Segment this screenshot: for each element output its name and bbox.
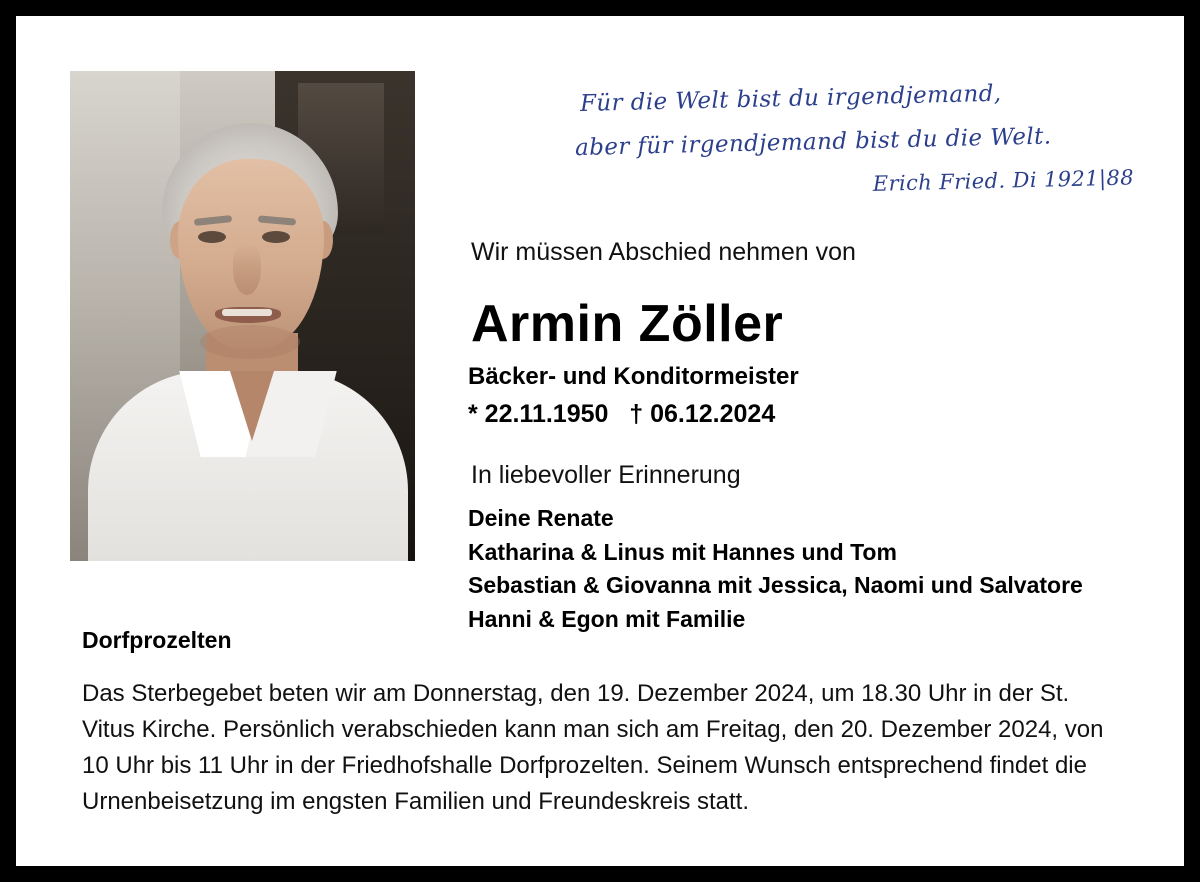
portrait-teeth [222,309,272,316]
portrait-chin [200,325,300,359]
funeral-notice: Das Sterbegebet beten wir am Donnerstag, den 19. Dezember 2024, um 18.30 Uhr in der St. Vitus Kirche. Persönlich verabschieden kann man sich am Freitag, den 20. Dezember 2024, von 10 Uhr bis 11 Uhr in der Friedhofshalle Dorfprozelten. Seinem Wunsch entsprechend findet die Urnenbeisetzung im engsten Familien und Freundeskreis statt. [82,680,1104,815]
lead-text: Wir müssen Abschied nehmen von [471,238,856,266]
list-item: Deine Renate [468,505,614,531]
obituary-card [16,16,1184,866]
memory-intro: In liebevoller Erinnerung [471,461,741,489]
list-item: Katharina & Linus mit Hannes und Tom [468,538,897,565]
life-dates: * 22.11.1950 † 06.12.2024 [468,400,776,428]
family-list [468,502,1083,636]
quote-line-2: aber für irgendjemand bist du die Welt. [574,123,1052,161]
place-name: Dorfprozelten [82,627,232,653]
deceased-name: Armin Zöller [471,295,784,353]
list-item: Hanni & Egon mit Familie [468,605,746,632]
portrait-eye-right [262,231,290,243]
quote-attribution: Erich Fried. Di 1921|88 [872,165,1135,197]
quote-line-1: Für die Welt bist du irgendjemand, [579,80,1002,117]
list-item: Sebastian & Giovanna mit Jessica, Naomi und Salvatore [468,572,1083,599]
handwritten-quote [574,69,1153,212]
portrait-photo [70,71,415,561]
portrait-eye-left [198,231,226,243]
portrait-nose [233,243,261,295]
profession-text: Bäcker- und Konditormeister [468,363,799,390]
